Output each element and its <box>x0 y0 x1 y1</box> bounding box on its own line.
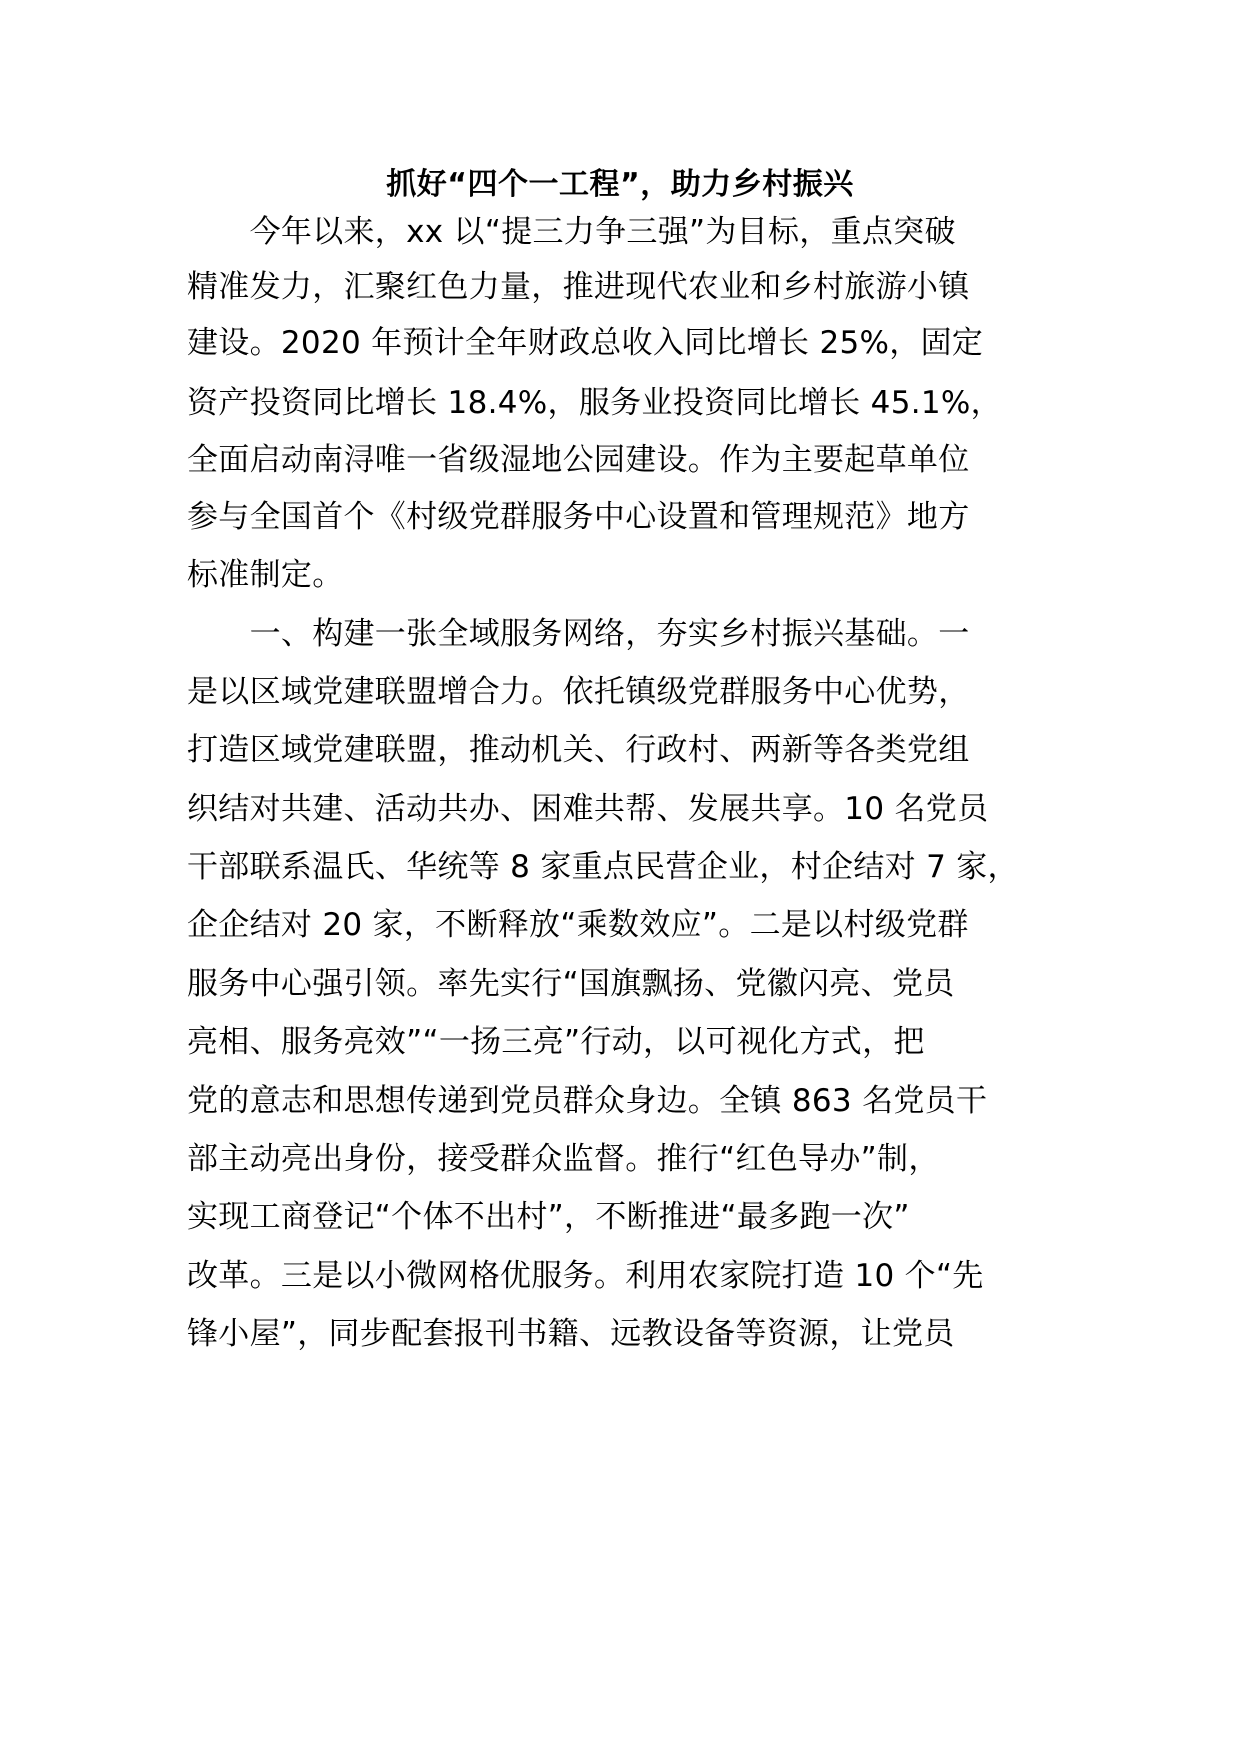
body-line: 标准制定。 <box>187 557 344 593</box>
body-line: 今年以来，xx 以“提三力争三强”为目标，重点突破 <box>187 214 956 250</box>
body-line: 改革。三是以小微网格优服务。利用农家院打造 10 个“先 <box>187 1258 984 1294</box>
body-line: 企企结对 20 家，不断释放“乘数效应”。二是以村级党群 <box>187 907 969 943</box>
body-line: 织结对共建、活动共办、困难共帮、发展共享。10 名党员 <box>187 791 989 827</box>
document-title: 抓好“四个一工程”，助力乡村振兴 <box>386 167 854 202</box>
body-line: 资产投资同比增长 18.4%，服务业投资同比增长 45.1%， <box>187 385 1002 421</box>
body-line: 党的意志和思想传递到党员群众身边。全镇 863 名党员干 <box>187 1083 988 1119</box>
body-line: 实现工商登记“个体不出村”，不断推进“最多跑一次” <box>187 1199 910 1235</box>
body-line: 亮相、服务亮效”“一扬三亮”行动，以可视化方式，把 <box>187 1024 925 1060</box>
body-line: 参与全国首个《村级党群服务中心设置和管理规范》地方 <box>187 499 970 535</box>
body-line: 打造区域党建联盟，推动机关、行政村、两新等各类党组 <box>187 732 970 768</box>
body-line: 建设。2020 年预计全年财政总收入同比增长 25%，固定 <box>187 325 984 361</box>
body-line: 部主动亮出身份，接受群众监督。推行“红色导办”制， <box>187 1141 940 1177</box>
body-line: 干部联系温氏、华统等 8 家重点民营企业，村企结对 7 家， <box>187 849 1019 885</box>
body-line: 锋小屋”，同步配套报刊书籍、远教设备等资源，让党员 <box>187 1316 955 1352</box>
body-line: 全面启动南浔唯一省级湿地公园建设。作为主要起草单位 <box>187 442 970 478</box>
body-line: 是以区域党建联盟增合力。依托镇级党群服务中心优势， <box>187 674 970 710</box>
body-line: 精准发力，汇聚红色力量，推进现代农业和乡村旅游小镇 <box>187 269 970 305</box>
body-line: 服务中心强引领。率先实行“国旗飘扬、党徽闪亮、党员 <box>187 966 955 1002</box>
body-line: 一、构建一张全域服务网络，夯实乡村振兴基础。一 <box>187 616 970 652</box>
